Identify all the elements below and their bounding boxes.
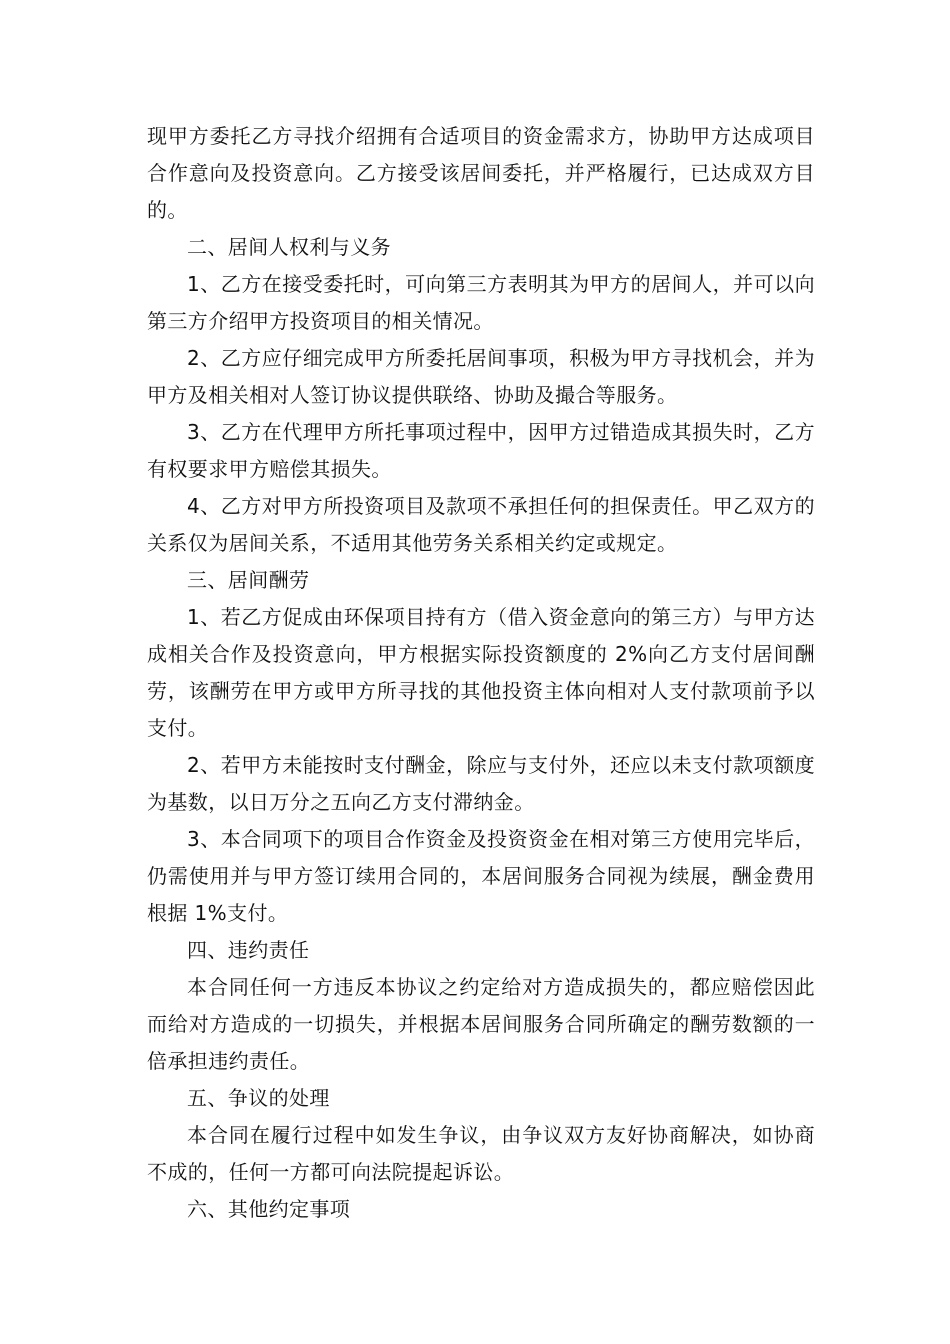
document-body <box>147 118 815 1228</box>
clause-3-2: 2、若甲方未能按时支付酬金，除应与支付外，还应以未支付款项额度为基数，以日万分之五向乙方支付滞纳金。 <box>147 753 815 814</box>
clause-3-3: 3、本合同项下的项目合作资金及投资资金在相对第三方使用完毕后，仍需使用并与甲方签订续用合同的，本居间服务合同视为续展，酬金费用根据 1%支付。 <box>147 827 815 925</box>
clause-2-2: 2、乙方应仔细完成甲方所委托居间事项，积极为甲方寻找机会，并为甲方及相关相对人签订协议提供联络、协助及撮合等服务。 <box>147 346 815 407</box>
paragraph-continuation: 现甲方委托乙方寻找介绍拥有合适项目的资金需求方，协助甲方达成项目合作意向及投资意向。乙方接受该居间委托，并严格履行，已达成双方目的。 <box>147 124 815 222</box>
clause-3-1: 1、若乙方促成由环保项目持有方（借入资金意向的第三方）与甲方达成相关合作及投资意向，甲方根据实际投资额度的 2%向乙方支付居间酬劳，该酬劳在甲方或甲方所寻找的其他投资主体向相对人支付款项前予以支付。 <box>147 605 815 740</box>
section-heading-remuneration: 三、居间酬劳 <box>187 568 310 592</box>
clause-2-4: 4、乙方对甲方所投资项目及款项不承担任何的担保责任。甲乙双方的关系仅为居间关系，不适用其他劳务关系相关约定或规定。 <box>147 494 815 555</box>
clause-2-1: 1、乙方在接受委托时，可向第三方表明其为甲方的居间人，并可以向第三方介绍甲方投资项目的相关情况。 <box>147 272 815 333</box>
clause-5-body: 本合同在履行过程中如发生争议，由争议双方友好协商解决，如协商不成的，任何一方都可向法院提起诉讼。 <box>147 1123 815 1184</box>
section-heading-disputes: 五、争议的处理 <box>187 1086 330 1110</box>
clause-4-body: 本合同任何一方违反本协议之约定给对方造成损失的，都应赔偿因此而给对方造成的一切损失，并根据本居间服务合同所确定的酬劳数额的一倍承担违约责任。 <box>147 975 815 1073</box>
clause-2-3: 3、乙方在代理甲方所托事项过程中，因甲方过错造成其损失时，乙方有权要求甲方赔偿其损失。 <box>147 420 815 481</box>
section-heading-other-matters: 六、其他约定事项 <box>187 1197 351 1221</box>
section-heading-liability: 四、违约责任 <box>187 938 310 962</box>
section-heading-rights-obligations: 二、居间人权利与义务 <box>187 235 391 259</box>
